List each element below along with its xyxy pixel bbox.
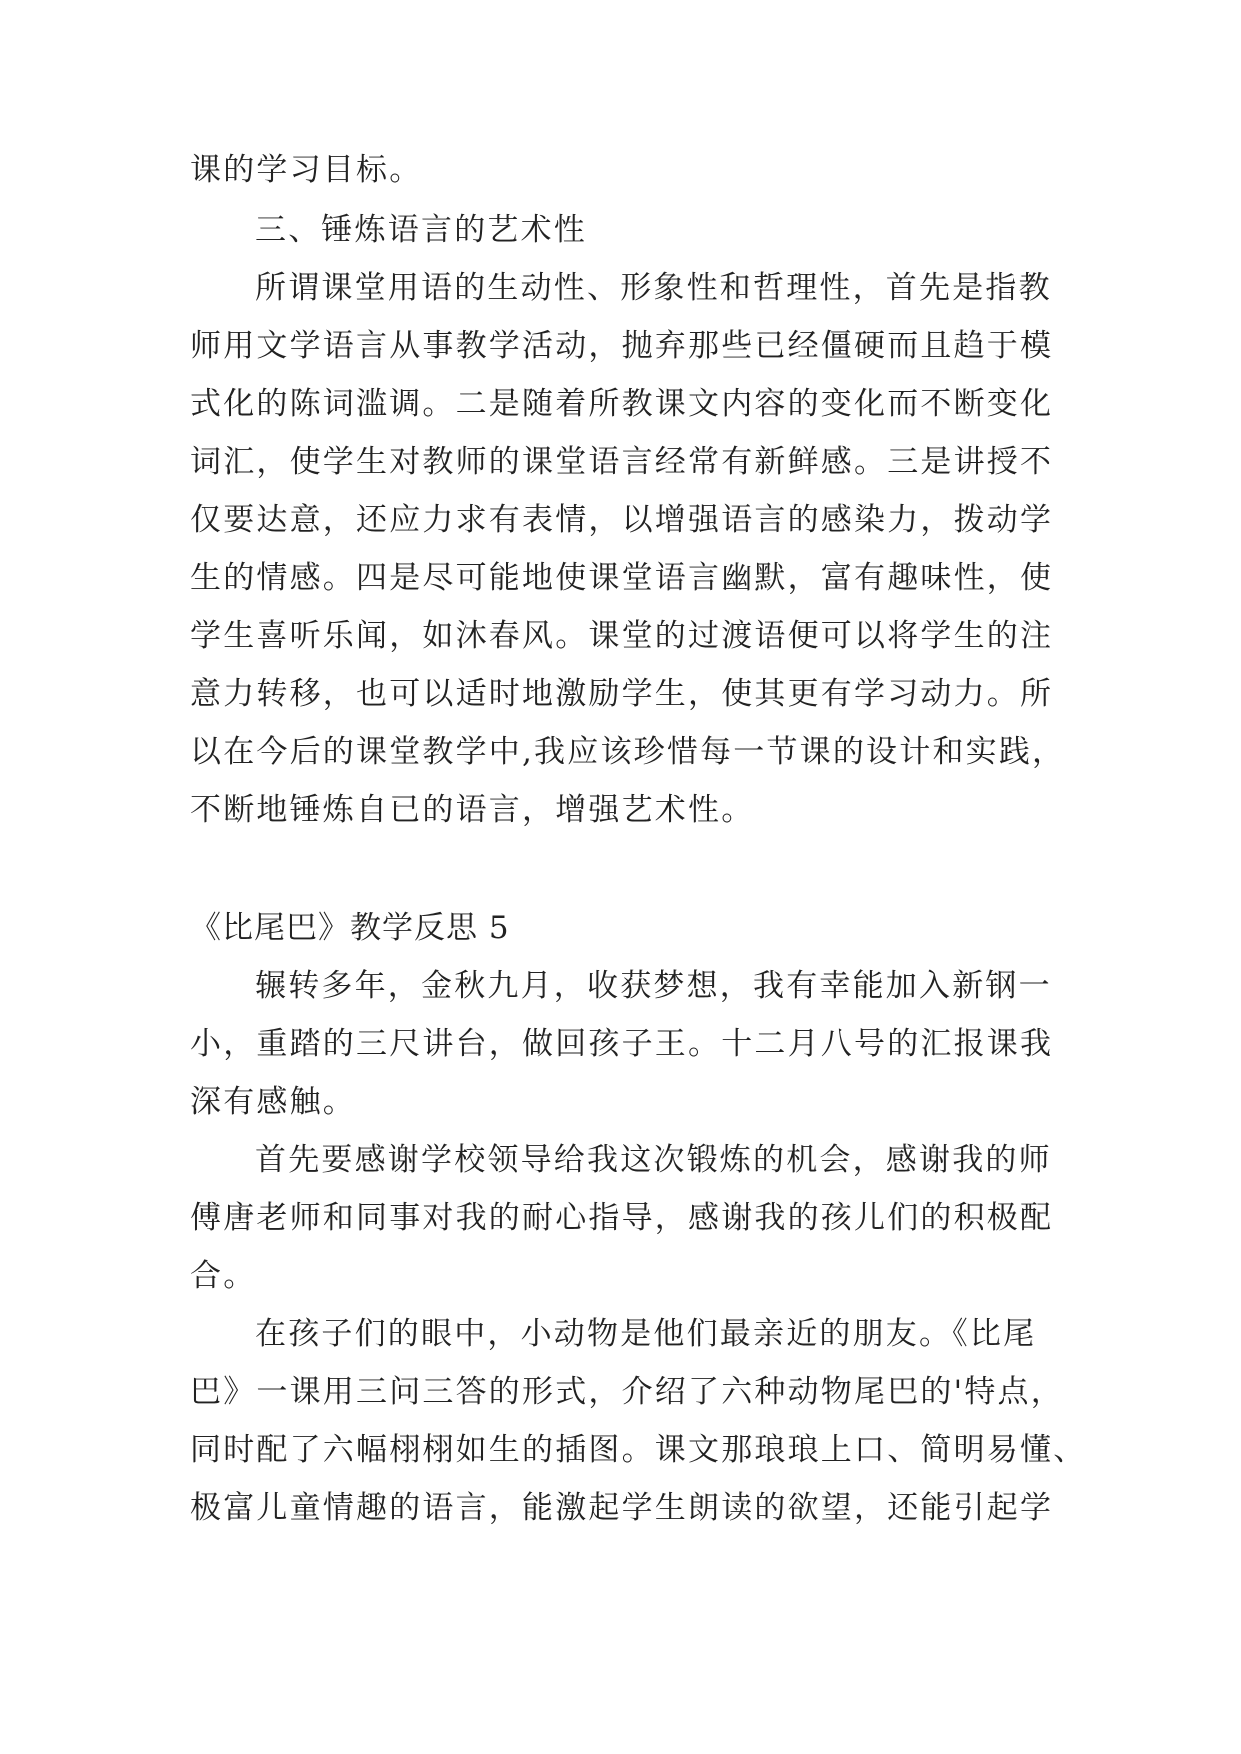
paragraph-line: 巴》一课用三问三答的形式，介绍了六种动物尾巴的'特点， [190, 1374, 1064, 1410]
article-title: 《比尾巴》教学反思 5 [190, 910, 510, 946]
paragraph-line: 不断地锤炼自已的语言，增强艺术性。 [190, 792, 755, 828]
paragraph-line: 所谓课堂用语的生动性、形象性和哲理性，首先是指教 [255, 270, 1052, 306]
paragraph-line: 极富儿童情趣的语言，能激起学生朗读的欲望，还能引起学 [190, 1490, 1054, 1526]
paragraph-line: 在孩子们的眼中，小动物是他们最亲近的朋友。《比尾 [255, 1316, 1037, 1352]
paragraph-line: 生的情感。四是尽可能地使课堂语言幽默，富有趣味性，使 [190, 560, 1054, 596]
paragraph-line: 小，重踏的三尺讲台，做回孩子王。十二月八号的汇报课我 [190, 1026, 1054, 1062]
paragraph-line: 仅要达意，还应力求有表情，以增强语言的感染力，拨动学 [190, 502, 1054, 538]
paragraph-line: 词汇，使学生对教师的课堂语言经常有新鲜感。三是讲授不 [190, 444, 1054, 480]
paragraph-line: 傅唐老师和同事对我的耐心指导，感谢我的孩儿们的积极配 [190, 1200, 1054, 1236]
paragraph-line: 合。 [190, 1258, 257, 1294]
paragraph-line: 意力转移，也可以适时地激励学生，使其更有学习动力。所 [190, 676, 1054, 712]
paragraph-line: 以在今后的课堂教学中,我应该珍惜每一节课的设计和实践， [190, 734, 1066, 770]
paragraph-line: 式化的陈词滥调。二是随着所教课文内容的变化而不断变化 [190, 386, 1054, 422]
paragraph-line: 辗转多年，金秋九月，收获梦想，我有幸能加入新钢一 [255, 968, 1052, 1004]
paragraph-line: 同时配了六幅栩栩如生的插图。课文那琅琅上口、简明易懂、 [190, 1432, 1087, 1468]
paragraph-line: 首先要感谢学校领导给我这次锻炼的机会，感谢我的师 [255, 1142, 1052, 1178]
paragraph-line: 深有感触。 [190, 1084, 356, 1120]
paragraph-line: 课的学习目标。 [190, 152, 423, 188]
section-heading: 三、锤炼语言的艺术性 [255, 212, 587, 248]
paragraph-line: 学生喜听乐闻，如沐春风。课堂的过渡语便可以将学生的注 [190, 618, 1054, 654]
paragraph-line: 师用文学语言从事教学活动，抛弃那些已经僵硬而且趋于模 [190, 328, 1054, 364]
